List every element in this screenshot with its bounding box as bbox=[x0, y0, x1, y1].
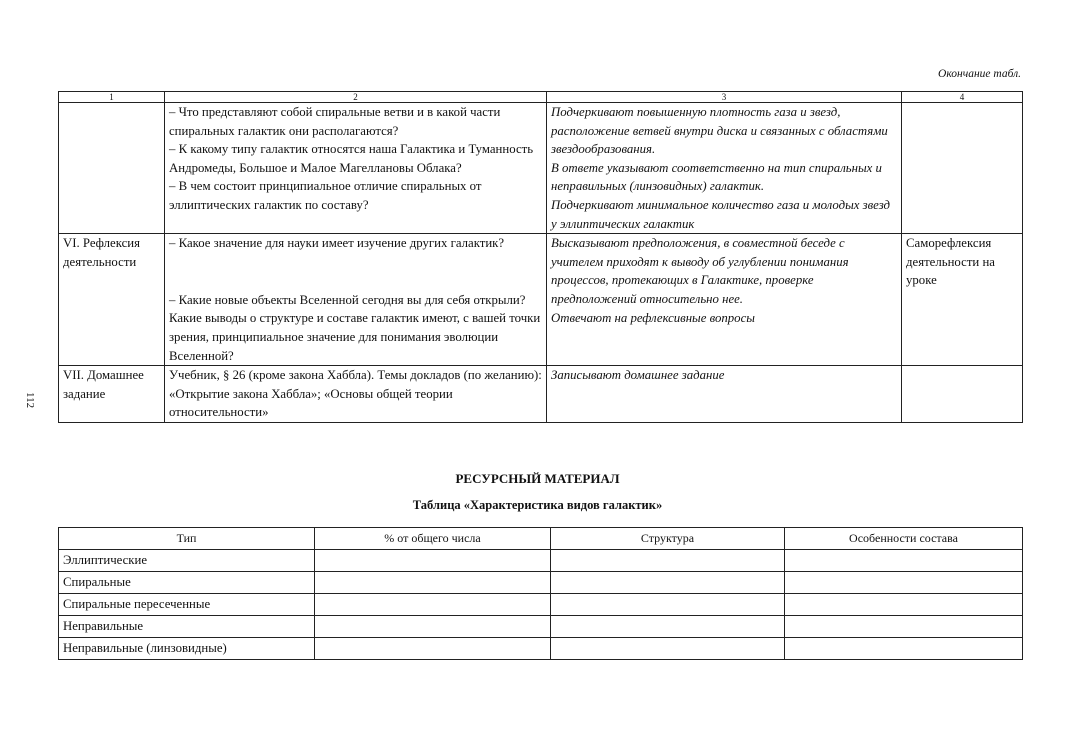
student-answer: Подчеркивают минимальное количество газа и молодых звезд у эллиптических галактик bbox=[551, 197, 890, 231]
empty-cell bbox=[551, 550, 785, 572]
column-number: 4 bbox=[902, 92, 1023, 103]
lesson-plan-table bbox=[58, 91, 1023, 423]
galaxy-type-cell: Неправильные (линзовидные) bbox=[59, 638, 315, 660]
result-cell bbox=[902, 366, 1023, 423]
student-answer: Отвечают на рефлексивные вопросы bbox=[551, 310, 755, 325]
result-cell bbox=[902, 103, 1023, 234]
column-header: % от общего числа bbox=[315, 528, 551, 550]
empty-cell bbox=[785, 572, 1023, 594]
galaxy-types-table bbox=[58, 527, 1023, 660]
empty-cell bbox=[315, 572, 551, 594]
table-title: Таблица «Характеристика видов галактик» bbox=[412, 498, 663, 512]
teacher-task: Учебник, § 26 (кроме закона Хаббла). Темы докладов (по желанию): «Открытие закона Хаббла»; «Основы общей теории относительности» bbox=[169, 368, 542, 420]
student-answer: Записывают домашнее задание bbox=[551, 368, 725, 383]
column-header: Структура bbox=[551, 528, 785, 550]
continuation-label: Окончание табл. bbox=[938, 68, 1021, 80]
galaxy-type-cell: Неправильные bbox=[59, 616, 315, 638]
page-number: 112 bbox=[24, 392, 36, 409]
teacher-activity-cell bbox=[165, 103, 547, 234]
empty-cell bbox=[785, 616, 1023, 638]
empty-cell bbox=[315, 638, 551, 660]
column-number: 1 bbox=[59, 92, 165, 103]
empty-cell bbox=[551, 638, 785, 660]
table-row bbox=[59, 234, 1023, 366]
empty-cell bbox=[315, 616, 551, 638]
galaxy-type-cell: Эллиптические bbox=[59, 550, 315, 572]
teacher-question: – Какое значение для науки имеет изучение других галактик? bbox=[169, 236, 505, 251]
student-answer: В ответе указывают соответственно на тип спиральных и неправильных (линзовидных) галактик. bbox=[551, 160, 882, 194]
galaxy-type-cell: Спиральные пересеченные bbox=[59, 594, 315, 616]
empty-cell bbox=[785, 550, 1023, 572]
empty-cell bbox=[785, 594, 1023, 616]
empty-cell bbox=[551, 572, 785, 594]
student-answer: Подчеркивают повышенную плотность газа и звезд, расположение ветвей внутри диска и связанных с областями звездообразования. bbox=[551, 105, 888, 157]
table-row bbox=[59, 103, 1023, 234]
stage-cell: VII. Домашнее задание bbox=[59, 366, 165, 423]
empty-cell bbox=[315, 550, 551, 572]
table-row bbox=[59, 594, 1023, 616]
teacher-question: – Что представляют собой спиральные ветви и в какой части спиральных галактик они располагаются? bbox=[169, 105, 501, 138]
teacher-question: – В чем состоит принципиальное отличие спиральных от эллиптических галактик по составу? bbox=[169, 179, 482, 212]
column-number-row bbox=[59, 92, 1023, 103]
student-activity-cell bbox=[547, 234, 902, 366]
column-header: Тип bbox=[59, 528, 315, 550]
teacher-activity-cell bbox=[165, 234, 547, 366]
table-row bbox=[59, 638, 1023, 660]
table-row bbox=[59, 616, 1023, 638]
header-row bbox=[59, 528, 1023, 550]
teacher-activity-cell bbox=[165, 366, 547, 423]
student-answer: Высказывают предположения, в совместной беседе с учителем приходят к выводу об углублении понимания процессов, протекающих в Галактике, проверке предположений относительно нее. bbox=[551, 236, 849, 306]
table-row bbox=[59, 572, 1023, 594]
table-row bbox=[59, 366, 1023, 423]
blank-space bbox=[169, 253, 542, 291]
column-number: 3 bbox=[547, 92, 902, 103]
empty-cell bbox=[785, 638, 1023, 660]
teacher-question: – Какие новые объекты Вселенной сегодня вы для себя открыли? Какие выводы о структуре и составе галактик имеют, с вашей точки зрения, принципиальное значение для понимания эволюции Вселенной? bbox=[169, 292, 541, 363]
stage-cell: VI. Рефлексия деятельности bbox=[59, 234, 165, 366]
teacher-question: – К какому типу галактик относятся наша Галактика и Туманность Андромеды, Большое и Малое Магеллановы Облака? bbox=[169, 142, 534, 175]
empty-cell bbox=[315, 594, 551, 616]
result-cell: Саморефлексия деятельности на уроке bbox=[902, 234, 1023, 366]
table-row bbox=[59, 550, 1023, 572]
stage-cell bbox=[59, 103, 165, 234]
empty-cell bbox=[551, 594, 785, 616]
student-activity-cell bbox=[547, 366, 902, 423]
column-header: Особенности состава bbox=[785, 528, 1023, 550]
section-heading: РЕСУРСНЫЙ МАТЕРИАЛ bbox=[455, 471, 620, 486]
empty-cell bbox=[551, 616, 785, 638]
student-activity-cell bbox=[547, 103, 902, 234]
column-number: 2 bbox=[165, 92, 547, 103]
galaxy-type-cell: Спиральные bbox=[59, 572, 315, 594]
